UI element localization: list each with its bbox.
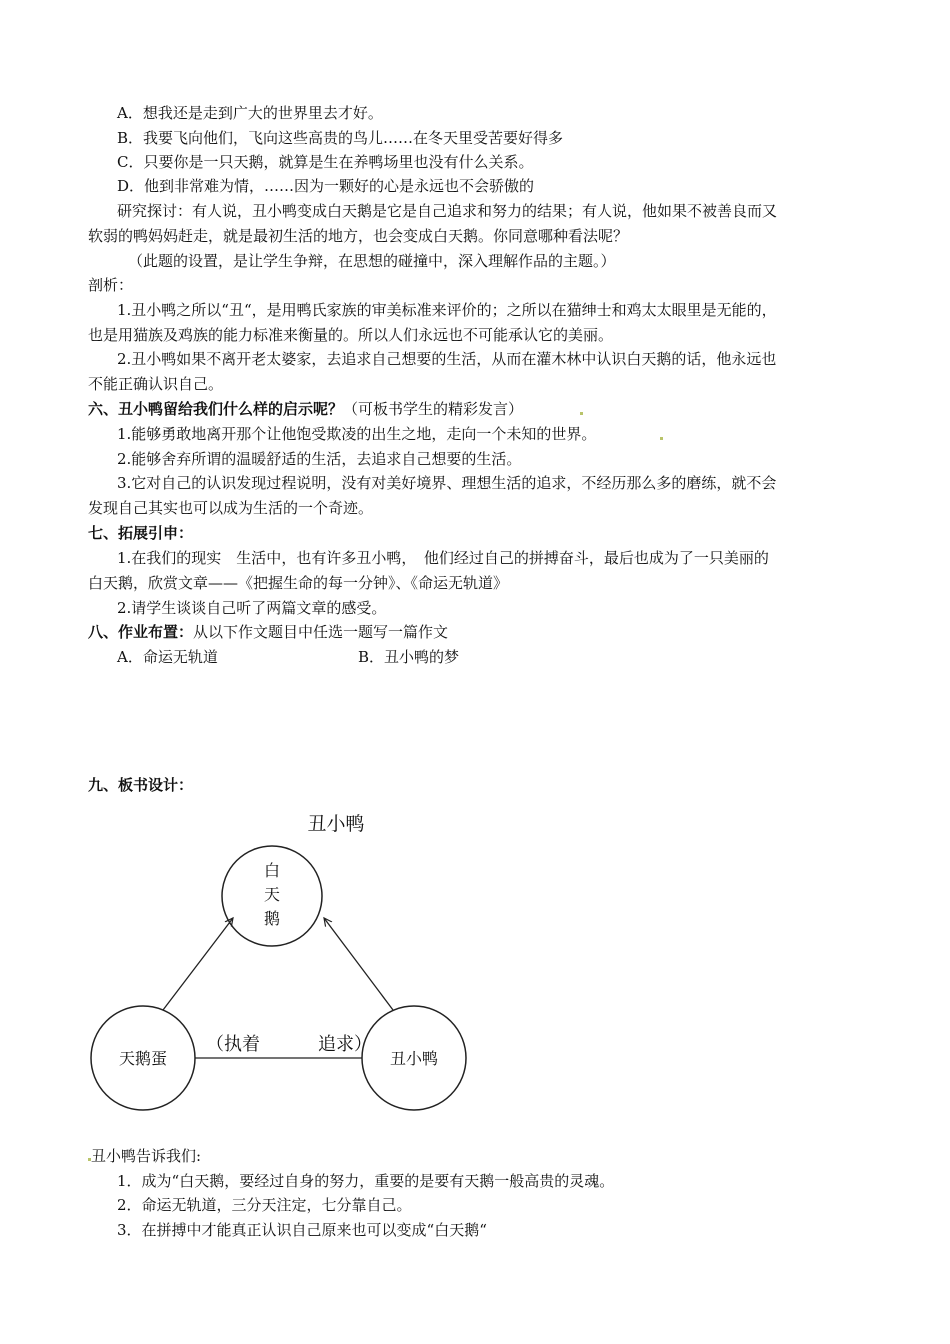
- analysis-p1-line-1: 1.丑小鸭之所以“丑“，是用鸭氏家族的审美标准来评价的；之所以在猫绅士和鸡太太眼里是无能的，: [117, 301, 777, 319]
- research-line-1: 研究探讨：有人说，丑小鸭变成白天鹅是它是自己追求和努力的结果；有人说，他如果不被善良而又: [117, 202, 778, 220]
- section-6-heading-note: （可板书学生的精彩发言）: [343, 400, 524, 418]
- conclusion-intro: 丑小鸭告诉我们:: [91, 1147, 202, 1165]
- section-6-item-1: 1.能够勇敢地离开那个让他饱受欺凌的出生之地，走向一个未知的世界。: [117, 425, 597, 443]
- analysis-label: 剖析：: [88, 276, 134, 294]
- option-a: A．想我还是走到广大的世界里去才好。: [117, 104, 383, 122]
- arrow-right-to-top: [324, 918, 393, 1010]
- arrow-left-to-top: [163, 918, 233, 1010]
- section-6-item-3-line-1: 3.它对自己的认识发现过程说明，没有对美好境界、理想生活的追求，不经历那么多的磨练，就不会: [117, 474, 777, 492]
- section-9-heading: 九、板书设计：: [88, 776, 194, 794]
- diagram-title: 丑小鸭: [307, 813, 365, 835]
- edge-label-left: （执着: [206, 1034, 260, 1055]
- option-c: C．只要你是一只天鹅，就算是生在养鸭场里也没有什么关系。: [117, 153, 534, 171]
- node-right-label: 丑小鸭: [389, 1049, 439, 1068]
- section-7-heading: 七、拓展引申：: [88, 524, 194, 542]
- node-left-label: 天鹅蛋: [118, 1049, 168, 1068]
- analysis-p1-line-2: 也是用猫族及鸡族的能力标准来衡量的。所以人们永远也不可能承认它的美丽。: [88, 326, 614, 344]
- node-top-label: 天: [263, 885, 281, 904]
- section-6-heading: 六、丑小鸭留给我们什么样的启示呢？: [88, 400, 344, 418]
- node-top-label: 鹅: [263, 909, 281, 928]
- section-8-heading-row: [88, 622, 448, 642]
- conclusion-item-2: 2．命运无轨道，三分天注定，七分靠自己。: [117, 1196, 412, 1214]
- node-left-circle: [91, 1006, 195, 1110]
- section-7-item-1-line-2: 白天鹅，欣赏文章——《把握生命的每一分钟》、《命运无轨道》: [88, 574, 509, 592]
- marker-dot: [660, 437, 663, 440]
- research-line-2: 软弱的鸭妈妈赶走，就是最初生活的地方，也会变成白天鹅。你同意哪种看法呢？: [88, 227, 629, 245]
- option-b: B．我要飞向他们，飞向这些高贵的鸟儿……在冬天里受苦要好得多: [117, 129, 564, 147]
- analysis-p2-line-1: 2.丑小鸭如果不离开老太婆家，去追求自己想要的生活，从而在灌木林中认识白天鹅的话，他永远也: [117, 350, 777, 368]
- section-8-heading-rest: 从以下作文题目中任选一题写一篇作文: [193, 623, 449, 641]
- section-8-option-b: B．丑小鸭的梦: [358, 648, 460, 666]
- section-6-heading-row: [88, 399, 523, 419]
- section-6-item-3-line-2: 发现自己其实也可以成为生活的一个奇迹。: [88, 499, 374, 517]
- conclusion-item-1: 1．成为“白天鹅，要经过自身的努力，重要的是要有天鹅一般高贵的灵魂。: [117, 1172, 615, 1190]
- section-8-heading: 八、作业布置：: [88, 623, 194, 641]
- node-top-circle: [222, 846, 322, 946]
- section-7-item-1-line-1: 1.在我们的现实 生活中，也有许多丑小鸭， 他们经过自己的拼搏奋斗，最后也成为了一只美丽的: [117, 549, 769, 567]
- marker-dot: [580, 412, 583, 415]
- conclusion-item-3: 3．在拼搏中才能真正认识自己原来也可以变成“白天鹅“: [117, 1221, 487, 1239]
- node-top-label: 白: [263, 861, 281, 880]
- option-d: D．他到非常难为情，……因为一颗好的心是永远也不会骄傲的: [117, 177, 535, 195]
- analysis-p2-line-2: 不能正确认识自己。: [88, 375, 224, 393]
- edge-label-right: 追求）: [318, 1034, 372, 1055]
- node-right-circle: [362, 1006, 466, 1110]
- section-8-option-a: A．命运无轨道: [117, 648, 218, 666]
- section-6-item-2: 2.能够舍弃所谓的温暖舒适的生活，去追求自己想要的生活。: [117, 450, 522, 468]
- research-note: （此题的设置，是让学生争辩，在思想的碰撞中，深入理解作品的主题。）: [128, 252, 616, 270]
- section-7-item-2: 2.请学生谈谈自己听了两篇文章的感受。: [117, 599, 387, 617]
